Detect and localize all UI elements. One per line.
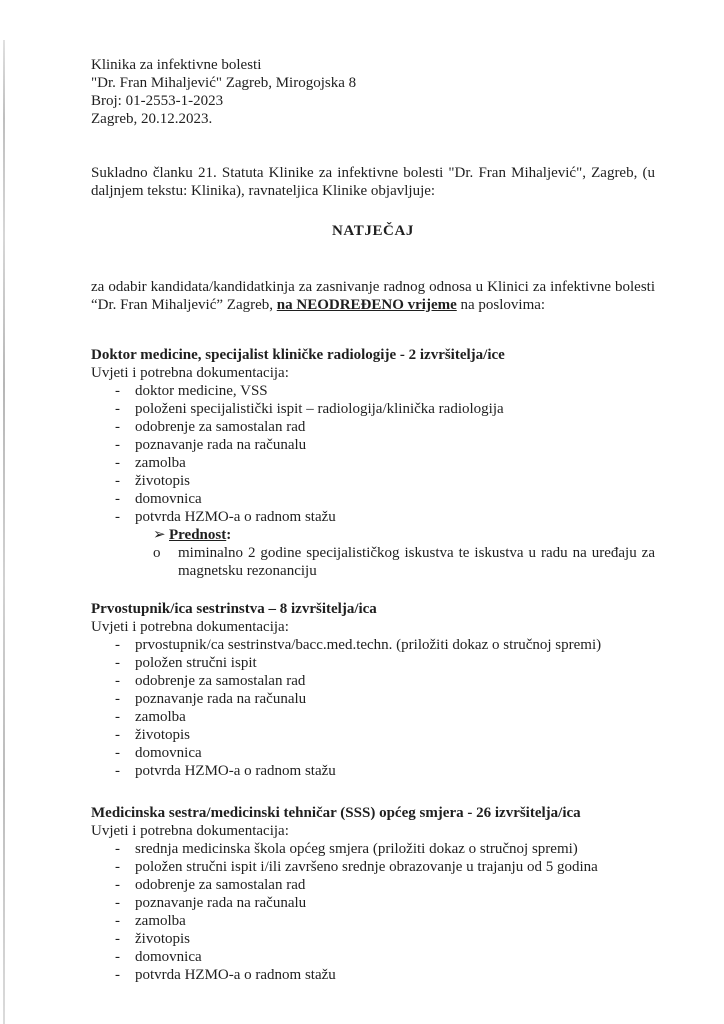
requirement-item (91, 894, 655, 912)
dash-bullet-icon: - (115, 473, 120, 489)
requirement-text: domovnica (135, 491, 202, 507)
arrow-bullet-icon: ➢ (153, 527, 166, 543)
requirement-text: zamolba (135, 455, 186, 471)
dash-bullet-icon: - (115, 437, 120, 453)
letterhead (91, 56, 655, 128)
requirement-item (91, 382, 655, 400)
prednost-label: Prednost (169, 527, 227, 543)
requirement-text: potvrda HZMO-a o radnom stažu (135, 967, 336, 983)
requirement-text: zamolba (135, 709, 186, 725)
job-position-title: Doktor medicine, specijalist kliničke radiologije - 2 izvršitelja/ice (91, 347, 505, 363)
dash-bullet-icon: - (115, 401, 120, 417)
requirement-item (91, 912, 655, 930)
dash-bullet-icon: - (115, 745, 120, 761)
requirement-text: potvrda HZMO-a o radnom stažu (135, 509, 336, 525)
dash-bullet-icon: - (115, 877, 120, 893)
letterhead-number: Broj: 01-2553-1-2023 (91, 93, 224, 109)
requirements-label: Uvjeti i potrebna dokumentacija: (91, 619, 289, 635)
letterhead-institution: Klinika za infektivne bolesti (91, 57, 262, 73)
dash-bullet-icon: - (115, 841, 120, 857)
requirement-item (91, 744, 655, 762)
job-section (91, 804, 655, 984)
requirement-text: zamolba (135, 913, 186, 929)
dash-bullet-icon: - (115, 691, 120, 707)
job-section (91, 346, 655, 580)
requirement-text: poznavanje rada na računalu (135, 691, 307, 707)
requirement-item (91, 858, 655, 876)
sections (91, 346, 655, 984)
prednost-item (91, 544, 655, 580)
dash-bullet-icon: - (115, 419, 120, 435)
letterhead-date: Zagreb, 20.12.2023. (91, 111, 213, 127)
requirement-item (91, 418, 655, 436)
requirement-text: poznavanje rada na računalu (135, 437, 307, 453)
requirement-item (91, 948, 655, 966)
document-content (91, 56, 655, 984)
dash-bullet-icon: - (115, 895, 120, 911)
job-section (91, 600, 655, 780)
requirement-item (91, 400, 655, 418)
requirement-item (91, 436, 655, 454)
scan-edge-artifact (3, 40, 5, 1024)
requirement-text: položen stručni ispit i/ili završeno srednje obrazovanje u trajanju od 5 godina (135, 859, 598, 875)
requirement-text: životopis (135, 931, 190, 947)
requirement-item (91, 636, 655, 654)
requirement-text: odobrenje za samostalan rad (135, 877, 306, 893)
subject-text-before: za odabir kandidata/kandidatkinja za zasnivanje radnog odnosa u Klinici za infektivne bolesti “Dr. Fran Mihaljević” Zagreb, (91, 279, 655, 313)
requirement-item (91, 654, 655, 672)
requirement-text: domovnica (135, 949, 202, 965)
requirement-item (91, 762, 655, 780)
requirement-item (91, 472, 655, 490)
requirement-text: odobrenje za samostalan rad (135, 673, 306, 689)
prednost-heading (169, 526, 655, 544)
requirement-item (91, 876, 655, 894)
prednost-colon: : (226, 527, 232, 543)
requirement-text: životopis (135, 473, 190, 489)
dash-bullet-icon: - (115, 455, 120, 471)
job-position-title: Prvostupnik/ica sestrinstva – 8 izvršitelja/ica (91, 601, 377, 617)
requirement-text: potvrda HZMO-a o radnom stažu (135, 763, 336, 779)
requirement-item (91, 508, 655, 526)
requirements-label: Uvjeti i potrebna dokumentacija: (91, 823, 289, 839)
requirement-item (91, 490, 655, 508)
requirement-text: doktor medicine, VSS (135, 383, 268, 399)
requirement-text: položen stručni ispit (135, 655, 257, 671)
dash-bullet-icon: - (115, 859, 120, 875)
requirement-text: životopis (135, 727, 190, 743)
requirement-item (91, 966, 655, 984)
letterhead-address: "Dr. Fran Mihaljević" Zagreb, Mirogojska 8 (91, 75, 357, 91)
dash-bullet-icon: - (115, 491, 120, 507)
requirement-text: položeni specijalistički ispit – radiologija/klinička radiologija (135, 401, 504, 417)
subject-paragraph (91, 278, 655, 314)
requirement-text: odobrenje za samostalan rad (135, 419, 306, 435)
job-position-title: Medicinska sestra/medicinski tehničar (SSS) općeg smjera - 26 izvršitelja/ica (91, 805, 581, 821)
prednost-row (91, 526, 655, 544)
intro-paragraph: Sukladno članku 21. Statuta Klinike za infektivne bolesti "Dr. Fran Mihaljević", Zagreb, (u daljnjem tekstu: Klinika), ravnateljica Klinike objavljuje: (91, 165, 655, 199)
document-title: NATJEČAJ (331, 223, 415, 239)
requirement-text: domovnica (135, 745, 202, 761)
requirement-item (91, 726, 655, 744)
dash-bullet-icon: - (115, 655, 120, 671)
dash-bullet-icon: - (115, 727, 120, 743)
dash-bullet-icon: - (115, 673, 120, 689)
subject-emphasis: na NEODREĐENO vrijeme (276, 297, 457, 313)
requirement-item (91, 708, 655, 726)
dash-bullet-icon: - (115, 383, 120, 399)
dash-bullet-icon: - (115, 763, 120, 779)
requirement-item (91, 930, 655, 948)
requirement-item (91, 840, 655, 858)
requirements-label: Uvjeti i potrebna dokumentacija: (91, 365, 289, 381)
dash-bullet-icon: - (115, 913, 120, 929)
subject-text-after: na poslovima: (456, 297, 546, 313)
dash-bullet-icon: - (115, 637, 120, 653)
prednost-item-text: miminalno 2 godine specijalističkog iskustva te iskustva u radu na uređaju za magnetsku rezonanciju (178, 545, 655, 579)
requirement-item (91, 672, 655, 690)
requirement-text: srednja medicinska škola općeg smjera (priložiti dokaz o stručnoj spremi) (135, 841, 578, 857)
dash-bullet-icon: - (115, 931, 120, 947)
dash-bullet-icon: - (115, 949, 120, 965)
dash-bullet-icon: - (115, 967, 120, 983)
requirement-item (91, 454, 655, 472)
dash-bullet-icon: - (115, 709, 120, 725)
requirement-text: poznavanje rada na računalu (135, 895, 307, 911)
requirement-text: prvostupnik/ca sestrinstva/bacc.med.techn. (priložiti dokaz o stručnoj spremi) (135, 637, 602, 653)
dash-bullet-icon: - (115, 509, 120, 525)
circle-bullet-icon: o (153, 545, 161, 561)
requirement-item (91, 690, 655, 708)
